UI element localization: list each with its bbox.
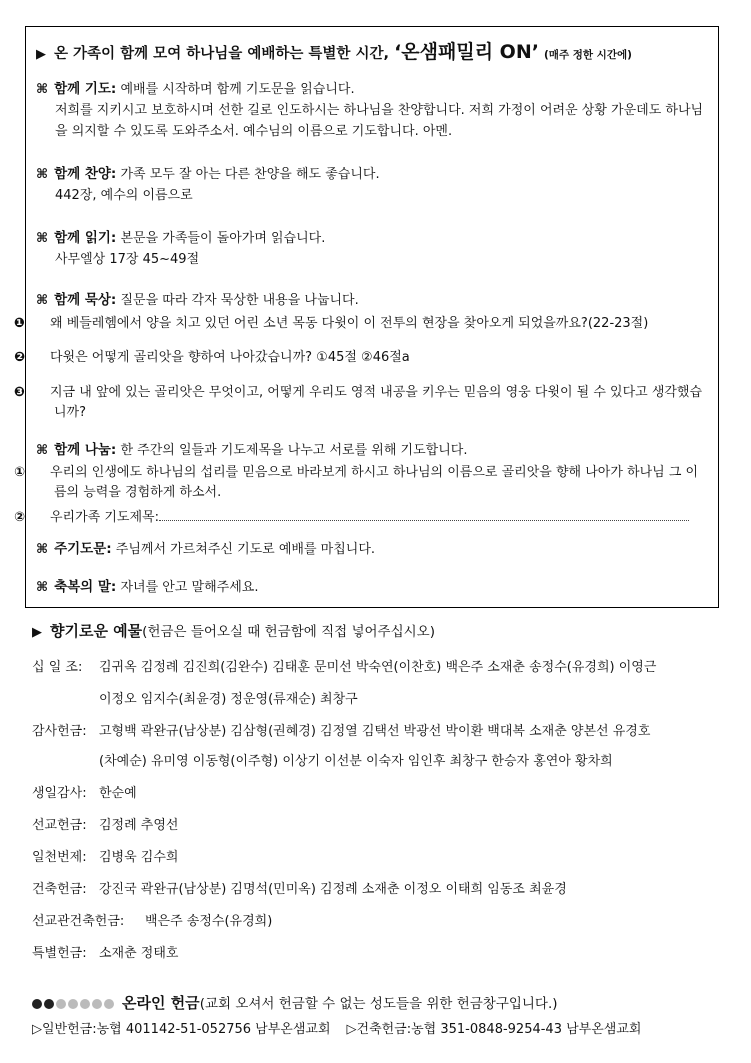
section-label: 함께 찬양:: [54, 166, 117, 182]
question-text: 다윗은 어떻게 골리앗을 향하여 나아갔습니까? ①45절 ②46절a: [50, 350, 410, 365]
dot-filled-icon: [44, 999, 54, 1009]
section-desc: 주님께서 가르쳐주신 기도로 예배를 마칩니다.: [115, 542, 376, 557]
bank-accounts: [32, 1018, 641, 1037]
sharing-text: 우리의 인생에도 하나님의 섭리를 믿음으로 바라보게 하시고 하나님의 이름으로 골리앗을 향해 나아가 하나님 그 이름의 능력을 경험하게 하소서.: [50, 465, 699, 500]
sharing-number: ①: [14, 465, 26, 480]
question-text: 지금 내 앞에 있는 골리앗은 무엇이고, 어떻게 우리도 영적 내공을 키우는 믿음의 영웅 다윗이 될 수 있다고 생각했습니까?: [50, 385, 703, 420]
offering-row-thanks: [32, 720, 723, 739]
offering-row-birthday: [32, 782, 723, 801]
section-label: 함께 묵상:: [54, 292, 117, 308]
worship-brand: ‘온샘패밀리 ON’: [394, 41, 539, 63]
sharing-number: ②: [14, 510, 26, 525]
triangle-bullet-icon: ▶: [36, 47, 46, 62]
offering-label: 십 일 조:: [32, 660, 83, 675]
command-icon: ⌘: [36, 580, 49, 595]
offering-names: 김귀옥 김정례 김진희(김완수) 김태훈 문미선 박숙연(이찬호) 백은주 소재춘 송정수(유경희) 이영근: [99, 660, 657, 675]
offering-row-tithe: [32, 656, 723, 675]
section-label: 함께 나눔:: [54, 442, 117, 458]
section-desc: 본문을 가족들이 돌아가며 읽습니다.: [120, 231, 326, 246]
sharing-item: [14, 463, 708, 503]
triangle-bullet-icon: ▶: [32, 625, 42, 640]
command-icon: ⌘: [36, 293, 49, 308]
offering-row-special: [32, 942, 723, 961]
offering-names: 김병욱 김수희: [99, 850, 179, 865]
question-number: ❶: [14, 316, 26, 331]
dot-empty-icon: [92, 999, 102, 1009]
prayer-topic-fill-line: [159, 510, 689, 521]
section-body: 사무엘상 17장 45~49절: [55, 252, 200, 267]
offering-label: 감사헌금:: [32, 724, 87, 739]
section-sharing: [36, 440, 708, 461]
question-item: [14, 383, 708, 423]
command-icon: ⌘: [36, 231, 49, 246]
offering-row-building: [32, 878, 723, 897]
section-desc: 한 주간의 일들과 기도제목을 나누고 서로를 위해 기도합니다.: [120, 443, 468, 458]
account-general: ▷일반헌금:농협 401142-51-052756 남부온샘교회: [32, 1022, 331, 1037]
question-text: 왜 베들레헴에서 양을 치고 있던 어린 소년 목동 다윗이 이 전투의 현장을 찾아오게 되었을까요?(22-23절): [50, 316, 649, 331]
offering-title: [32, 620, 435, 641]
dot-empty-icon: [56, 999, 66, 1009]
offering-names: 고형백 곽완규(남상분) 김삼형(권혜경) 김정열 김택선 박광선 박이환 백대복 소재춘 양본선 유경호: [99, 724, 651, 739]
sharing-item: [14, 508, 708, 528]
section-body: 442장, 예수의 이름으로: [55, 188, 193, 203]
section-desc: 가족 모두 잘 아는 다른 찬양을 해도 좋습니다.: [120, 167, 380, 182]
section-lords-prayer: [36, 539, 708, 560]
section-praise: [36, 164, 708, 206]
question-item: [14, 314, 708, 334]
offering-names: 백은주 송정수(유경희): [145, 914, 273, 929]
offering-note: (헌금은 들어오실 때 헌금함에 직접 넣어주십시오): [142, 624, 435, 640]
section-label: 함께 읽기:: [54, 230, 117, 246]
section-label: 축복의 말:: [54, 579, 117, 595]
offering-names: 김정례 추영선: [99, 818, 179, 833]
online-offering-title: [32, 992, 558, 1013]
offering-label: 일천번제:: [32, 850, 87, 865]
offering-label: 선교관건축헌금:: [32, 914, 125, 929]
offering-label: 생일감사:: [32, 786, 87, 801]
offering-names-cont: 이정오 임지수(최윤경) 정운영(류재순) 최창구: [99, 692, 358, 707]
section-blessing: [36, 577, 708, 598]
offering-names-cont: (차예순) 유미영 이동형(이주형) 이상기 이선분 이숙자 임인후 최창구 한승자 홍연아 황차희: [99, 754, 613, 769]
section-reading: [36, 228, 708, 270]
command-icon: ⌘: [36, 167, 49, 182]
section-prayer: [36, 79, 708, 142]
question-number: ❷: [14, 350, 26, 365]
offering-row-thousand: [32, 846, 723, 865]
section-label: 함께 기도:: [54, 81, 117, 97]
section-desc: 질문을 따라 각자 묵상한 내용을 나눕니다.: [120, 293, 359, 308]
offering-names: 소재춘 정태호: [99, 946, 179, 961]
question-number: ❸: [14, 385, 26, 400]
offering-row-mission: [32, 814, 723, 833]
online-title-text: 온라인 헌금: [122, 994, 200, 1012]
offering-names: 강진국 곽완규(남상분) 김명석(민미옥) 김정례 소재춘 이정오 이태희 임동조 최윤경: [99, 882, 567, 897]
family-worship-box: [14, 26, 719, 608]
section-desc: 예배를 시작하며 함께 기도문을 읽습니다.: [120, 82, 355, 97]
section-desc: 자녀를 안고 말해주세요.: [120, 580, 259, 595]
question-item: [14, 348, 708, 368]
dot-empty-icon: [68, 999, 78, 1009]
dot-filled-icon: [32, 999, 42, 1009]
dot-empty-icon: [80, 999, 90, 1009]
worship-title-text: 온 가족이 함께 모여 하나님을 예배하는 특별한 시간,: [54, 46, 389, 62]
dot-rating-icon: [32, 996, 116, 1012]
command-icon: ⌘: [36, 82, 49, 97]
section-label: 주기도문:: [54, 541, 112, 557]
offering-title-text: 향기로운 예물: [50, 622, 143, 640]
offering-label: 선교헌금:: [32, 818, 87, 833]
worship-title: [36, 37, 632, 64]
offering-label: 건축헌금:: [32, 882, 87, 897]
account-building: ▷건축헌금:농협 351-0848-9254-43 남부온샘교회: [346, 1022, 642, 1037]
section-meditation: [36, 290, 708, 311]
offering-row-mission-building: [32, 910, 723, 929]
section-body: 저희를 지키시고 보호하시며 선한 길로 인도하시는 하나님을 찬양합니다. 저희 가정이 어려운 상황 가운데도 하나님을 의지할 수 있도록 도와주소서. 예수님의 이름으로 기도합니다. 아멘.: [55, 103, 704, 139]
offering-label: 특별헌금:: [32, 946, 87, 961]
worship-title-note: (매주 정한 시간에): [544, 49, 632, 61]
command-icon: ⌘: [36, 443, 49, 458]
offering-names: 한순예: [99, 786, 137, 801]
dot-empty-icon: [104, 999, 114, 1009]
sharing-text: 우리가족 기도제목:: [50, 510, 159, 525]
online-note: (교회 오셔서 헌금할 수 없는 성도들을 위한 헌금창구입니다.): [199, 996, 558, 1012]
command-icon: ⌘: [36, 542, 49, 557]
